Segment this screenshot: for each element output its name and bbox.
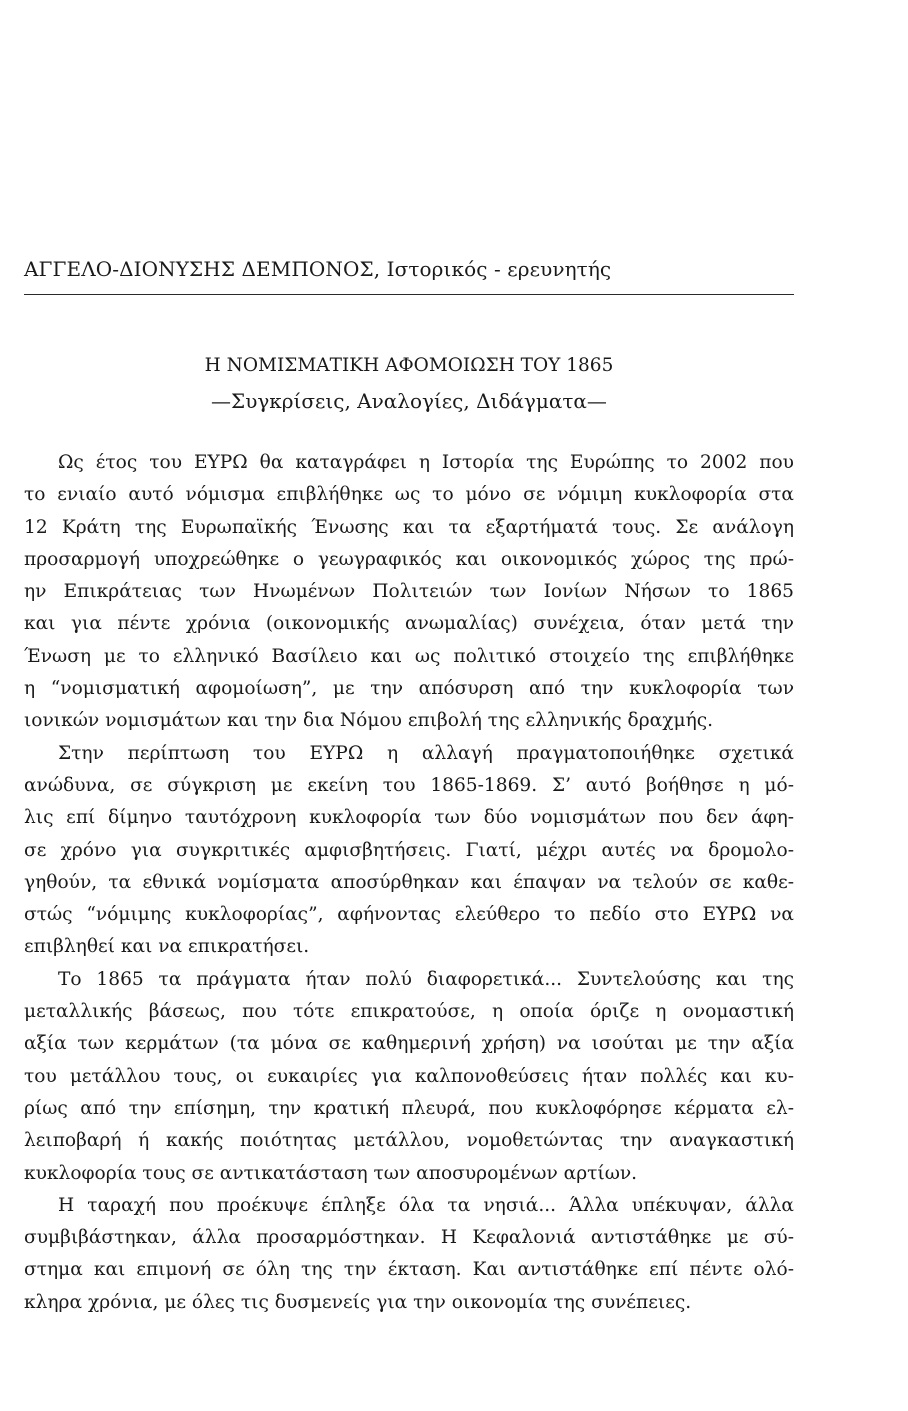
text-line: γηθούν, τα εθνικά νομίσματα αποσύρθηκαν και έπαψαν να τελούν σε καθε- — [24, 871, 794, 893]
text-line: Η ταραχή που προέκυψε έπληξε όλα τα νησιά... Άλλα υπέκυψαν, άλλα — [58, 1194, 794, 1216]
title-block — [24, 353, 794, 417]
paragraph-3 — [24, 964, 794, 1190]
text-line: λις επί δίμηνο ταυτόχρονη κυκλοφορία των δύο νομισμάτων που δεν άφη- — [24, 807, 794, 829]
author-line: ΑΓΓΕΛΟ-ΔΙΟΝΥΣΗΣ ΔΕΜΠΟΝΟΣ, Ιστορικός - ερευνητής — [24, 252, 794, 295]
paragraph-4 — [24, 1190, 794, 1319]
text-line: ην Επικράτειας των Ηνωμένων Πολιτειών των Ιονίων Νήσων το 1865 — [24, 581, 794, 603]
text-line: και για πέντε χρόνια (οικονομικής ανωμαλίας) συνέχεια, όταν μετά την — [24, 613, 794, 635]
text-line: Το 1865 τα πράγματα ήταν πολύ διαφορετικά... Συντελούσης και της — [58, 968, 794, 990]
text-line: ιονικών νομισμάτων και την δια Νόμου επιβολή της ελληνικής δραχμής. — [24, 710, 714, 732]
text-line: το ενιαίο αυτό νόμισμα επιβλήθηκε ως το μόνο σε νόμιμη κυκλοφορία στα — [24, 484, 794, 506]
text-line: συμβιβάστηκαν, άλλα προσαρμόστηκαν. Η Κεφαλονιά αντιστάθηκε με σύ- — [24, 1227, 794, 1249]
text-line: επιβληθεί και να επικρατήσει. — [24, 936, 310, 958]
page — [24, 252, 794, 1319]
article-title: Η ΝΟΜΙΣΜΑΤΙΚΗ ΑΦΟΜΟΙΩΣΗ ΤΟΥ 1865 — [204, 355, 614, 376]
paragraph-1 — [24, 447, 794, 738]
text-line: στώς “νόμιμης κυκλοφορίας”, αφήνοντας ελεύθερο το πεδίο στο ΕΥΡΩ να — [24, 904, 794, 926]
article-subtitle: —Συγκρίσεις, Αναλογίες, Διδάγματα— — [211, 389, 607, 413]
paragraph-2 — [24, 738, 794, 964]
text-line: στημα και επιμονή σε όλη της την έκταση. Και αντιστάθηκε επί πέντε ολό- — [24, 1259, 794, 1281]
text-line: ανώδυνα, σε σύγκριση με εκείνη του 1865-1869. Σ’ αυτό βοήθησε η μό- — [24, 774, 794, 796]
text-line: 12 Κράτη της Ευρωπαϊκής Ένωσης και τα εξαρτήματά τους. Σε ανάλογη — [24, 516, 794, 538]
text-line: λειποβαρή ή κακής ποιότητας μετάλλου, νομοθετώντας την αναγκαστική — [24, 1130, 794, 1152]
text-line: αξία των κερμάτων (τα μόνα σε καθημερινή χρήση) να ισούται με την αξία — [24, 1033, 794, 1055]
article-body — [24, 447, 794, 1319]
text-line: προσαρμογή υποχρεώθηκε ο γεωγραφικός και οικονομικός χώρος της πρώ- — [24, 548, 794, 570]
text-line: κληρα χρόνια, με όλες τις δυσμενείς για την οικονομία της συνέπειες. — [24, 1291, 692, 1313]
text-line: Στην περίπτωση του ΕΥΡΩ η αλλαγή πραγματοποιήθηκε σχετικά — [58, 742, 794, 764]
text-line: Ένωση με το ελληνικό Βασίλειο και ως πολιτικό στοιχείο της επιβλήθηκε — [24, 645, 794, 667]
text-line: μεταλλικής βάσεως, που τότε επικρατούσε, η οποία όριζε η ονομαστική — [24, 1001, 794, 1023]
text-line: κυκλοφορία τους σε αντικατάσταση των αποσυρομένων αρτίων. — [24, 1162, 638, 1184]
text-line: ρίως από την επίσημη, την κρατική πλευρά, που κυκλοφόρησε κέρματα ελ- — [24, 1097, 794, 1119]
text-line: Ως έτος του ΕΥΡΩ θα καταγράφει η Ιστορία της Ευρώπης το 2002 που — [58, 452, 794, 473]
text-line: σε χρόνο για συγκριτικές αμφισβητήσεις. Γιατί, μέχρι αυτές να δρομολο- — [24, 839, 794, 861]
text-line: του μετάλλου τους, οι ευκαιρίες για καλπονοθεύσεις ήταν πολλές και κυ- — [24, 1065, 794, 1087]
text-line: η “νομισματική αφομοίωση”, με την απόσυρση από την κυκλοφορία των — [24, 678, 794, 700]
